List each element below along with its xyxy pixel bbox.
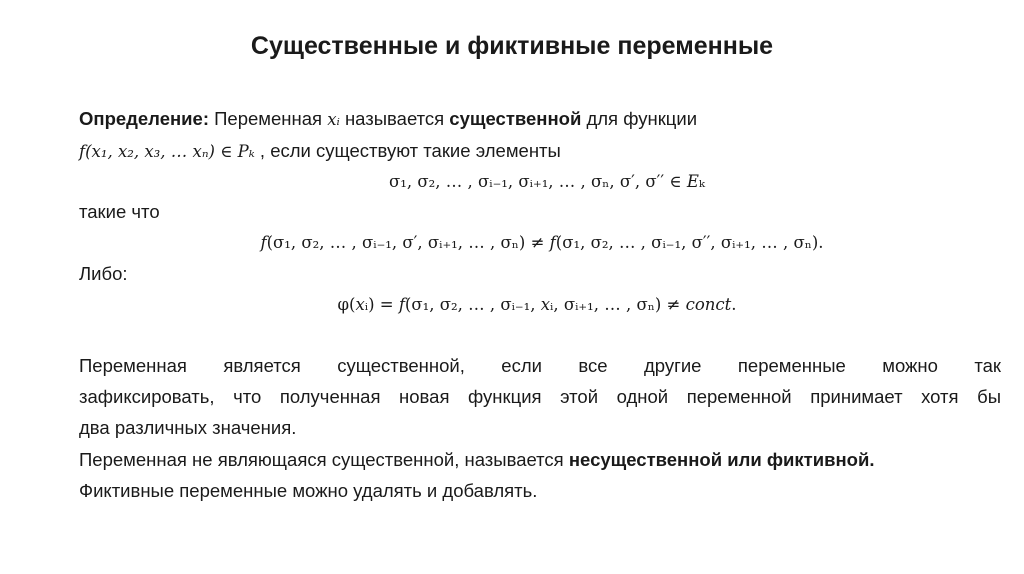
formula-phi: φ(𝑥ᵢ) = 𝑓(σ₁, σ₂, … , σᵢ₋₁, 𝑥ᵢ, σᵢ₊₁, … , σₙ) ≠ 𝑐𝑜𝑛𝑐𝑡. bbox=[337, 295, 737, 314]
function-expression: 𝑓(𝑥₁, 𝑥₂, 𝑥₃, … 𝑥ₙ) ∈ 𝑃ₖ bbox=[79, 142, 255, 161]
variable-xi: 𝑥ᵢ bbox=[327, 110, 340, 129]
paragraph-1-line-1: Переменная является существенной, если все другие переменные можно так bbox=[79, 355, 1001, 376]
paragraph-3: Фиктивные переменные можно удалять и добавлять. bbox=[79, 480, 538, 501]
term-essential: существенной bbox=[449, 108, 582, 129]
such-that-text: такие что bbox=[79, 201, 160, 222]
definition-line-2 bbox=[79, 138, 561, 165]
definition-text-4: , если существуют такие элементы bbox=[254, 140, 561, 161]
formula-elements: σ₁, σ₂, … , σᵢ₋₁, σᵢ₊₁, … , σₙ, σ′, σ′′ ∈ 𝐸ₖ bbox=[389, 172, 705, 191]
formula-inequality: 𝑓(σ₁, σ₂, … , σᵢ₋₁, σ′, σᵢ₊₁, … , σₙ) ≠ 𝑓(σ₁, σ₂, … , σᵢ₋₁, σ′′, σᵢ₊₁, … , σₙ). bbox=[260, 233, 824, 252]
paragraph-1-line-3: два различных значения. bbox=[79, 417, 297, 438]
definition-text-2: называется bbox=[339, 108, 450, 129]
paragraph-1-line-2: зафиксировать, что полученная новая функция этой одной переменной принимает хотя бы bbox=[79, 386, 1001, 407]
paragraph-2-text: Переменная не являющаяся существенной, называется bbox=[79, 449, 569, 470]
slide-title: Существенные и фиктивные переменные bbox=[250, 32, 774, 60]
paragraph-2 bbox=[79, 447, 874, 473]
term-fictitious: несущественной или фиктивной. bbox=[568, 449, 875, 470]
definition-text-1: Переменная bbox=[208, 108, 328, 129]
or-label: Либо: bbox=[79, 263, 128, 284]
definition-label: Определение: bbox=[79, 108, 209, 129]
definition-text-3: для функции bbox=[581, 108, 698, 129]
definition-line-1 bbox=[79, 106, 697, 133]
